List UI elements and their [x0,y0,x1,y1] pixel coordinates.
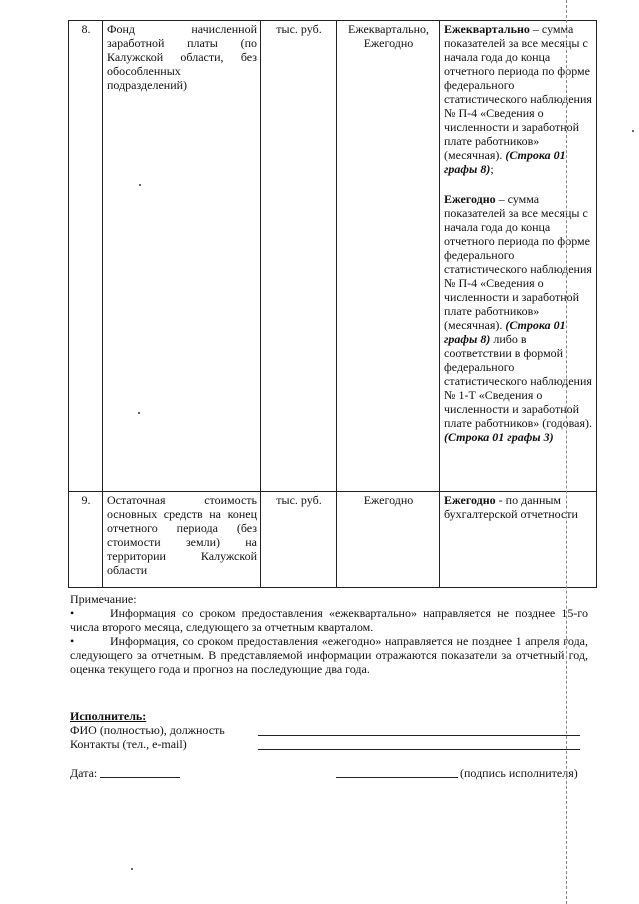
quarterly-label: Ежеквартально [444,22,530,36]
reporting-period: Ежегодно [337,492,440,588]
yearly-text-2: либо в соответствии в формой федерального статистического наблюдения № 1-Т «Сведения о численности и заработной плате работников» (годовая). [444,332,592,430]
quarterly-text: – сумма показателей за все месяцы с начала года до конца отчетного периода по форме федерального статистического наблюдения № П-4 «Сведения о численности и заработной плате работников» (месячная). [444,22,592,162]
indicator-source [440,492,597,588]
bullet-icon: • [70,606,75,620]
yearly-label: Ежегодно [444,493,496,507]
signature-line[interactable] [336,777,458,778]
scan-speck [139,184,141,186]
fio-line[interactable] [258,735,580,736]
indicator-name: Фонд начисленной заработной платы (по Калужской области, без обособленных подразделений) [103,21,261,492]
table-row [69,21,597,492]
reporting-period [337,21,440,492]
date-line[interactable] [100,777,180,778]
scan-speck [138,412,140,414]
signature-label: (подпись исполнителя) [460,766,578,780]
quarterly-reference-tail: ; [490,162,494,176]
fio-label: ФИО (полностью), должность [70,723,225,737]
quarterly-reference: (Строка 01 графы 8) [444,148,566,176]
period-quarterly: Ежеквартально, [348,22,429,36]
contacts-label: Контакты (тел., e-mail) [70,737,187,751]
period-yearly: Ежегодно [363,36,414,50]
scan-speck [632,130,634,132]
yearly-description [444,192,593,444]
row-number: 8. [69,21,103,492]
unit-of-measure: тыс. руб. [261,21,337,492]
table-row [69,492,597,588]
note-text: Информация со сроком предоставления «ежеквартально» направляется не позднее 15-го числа второго месяца, следующего за отчетным кварталом. [70,606,588,634]
note-text: Информация, со сроком предоставления «ежегодно» направляется не позднее 1 апреля года, следующего за отчетным. В представляемой информации отражаются показатели за отчетный год, оценка текущего года и прогноз на последующие два года. [70,634,588,676]
notes-section [70,592,588,676]
bullet-icon: • [70,634,75,648]
scan-speck [131,868,133,870]
contacts-line[interactable] [258,749,580,750]
notes-title: Примечание: [70,592,137,606]
signature-row [70,766,590,782]
note-item [70,606,588,634]
yearly-label: Ежегодно [444,192,496,206]
contacts-row [70,737,590,751]
yearly-text: - по данным бухгалтерской отчетности [444,493,578,521]
unit-of-measure: тыс. руб. [261,492,337,588]
scan-fold-line [566,0,567,904]
row-number: 9. [69,492,103,588]
yearly-reference-1: (Строка 01 графы 8) [444,318,566,346]
executor-section [70,709,590,751]
yearly-reference-2: (Строка 01 графы 3) [444,430,554,444]
executor-title: Исполнитель: [70,709,147,723]
indicators-table [68,20,597,588]
fio-row [70,723,590,737]
indicator-name: Остаточная стоимость основных средств на конец отчетного периода (без стоимости земли) на территории Калужской области [103,492,261,588]
indicator-source [440,21,597,492]
quarterly-description [444,22,593,176]
date-label: Дата: [70,766,98,780]
yearly-text: – сумма показателей за все месяцы с начала года до конца отчетного периода по форме федерального статистического наблюдения № П-4 «Сведения о численности и заработной плате работников» (месячная). [444,192,592,332]
note-item [70,634,588,676]
